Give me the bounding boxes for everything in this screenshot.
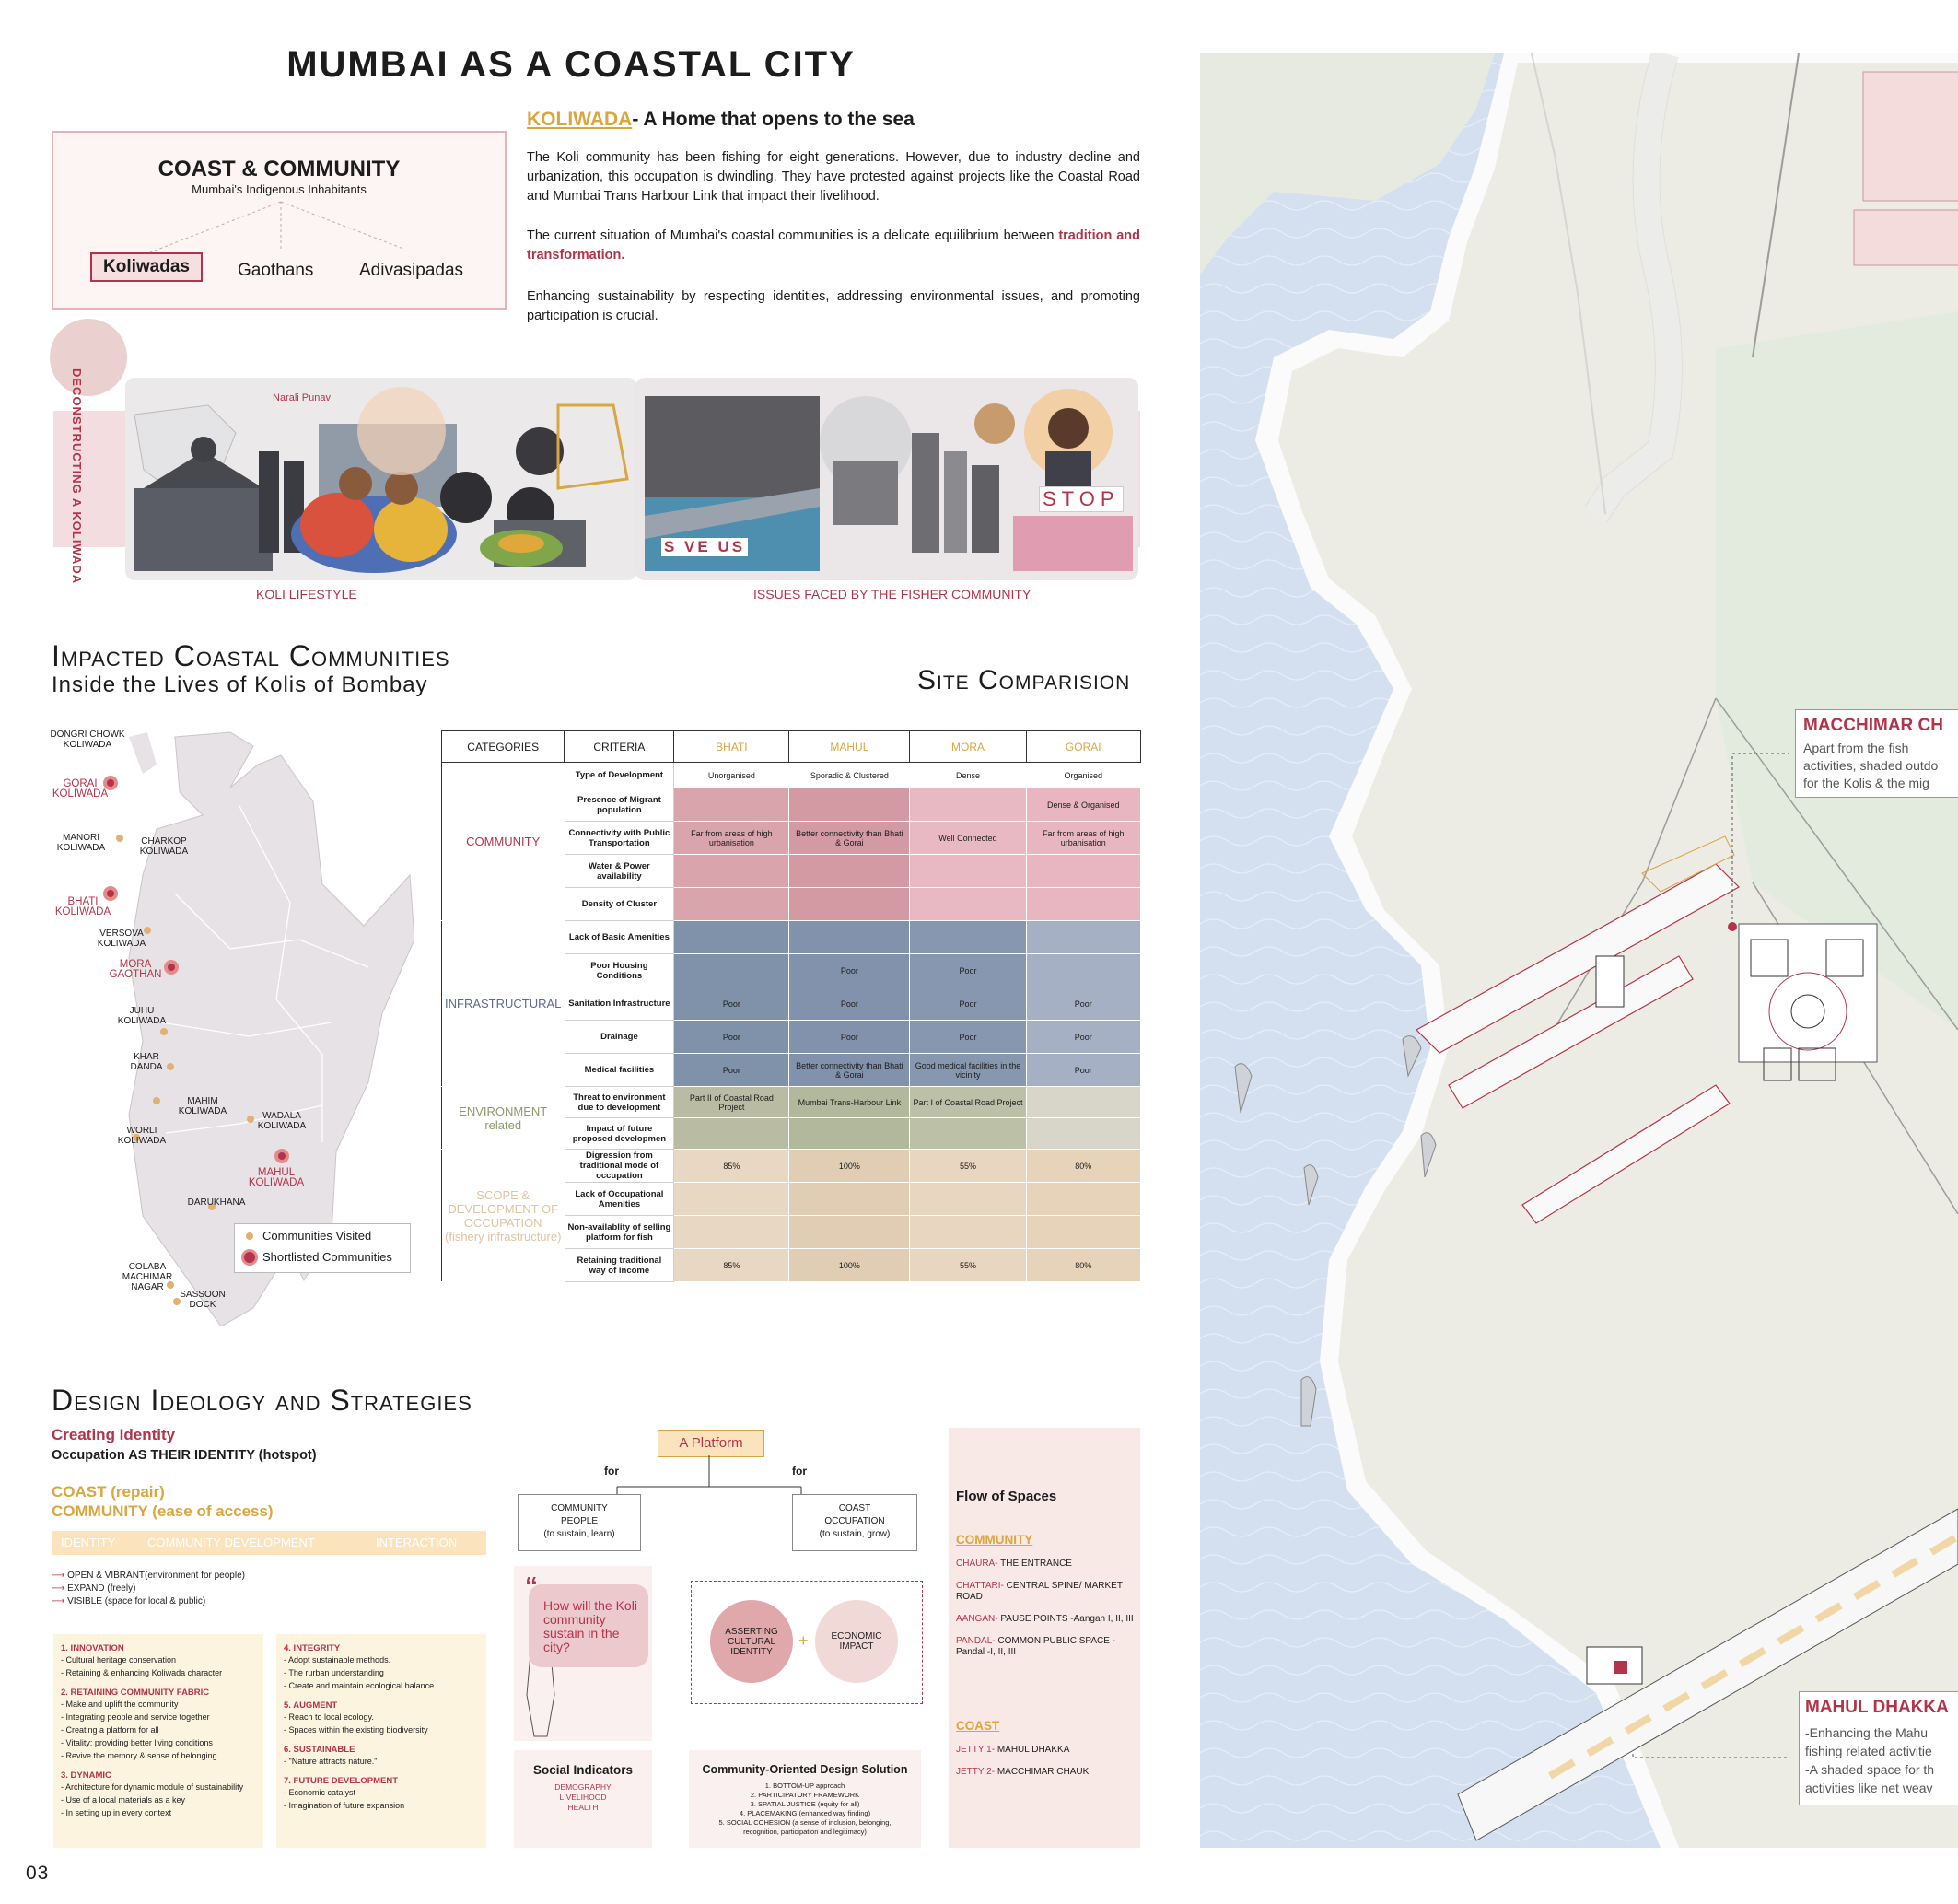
legend-visited: Communities Visited [262,1229,372,1243]
value-cell [1026,921,1140,954]
identity-impact-box [691,1581,923,1704]
value-cell: Good medical facilities in the vicinity [910,1054,1026,1087]
value-cell: Poor [789,987,910,1021]
criteria-cell: Poor Housing Conditions [565,954,674,987]
macchimar-text: Apart from the fish activities, shaded outdo for the Kolis & the mig [1803,741,1939,790]
header-categories: CATEGORIES [442,731,565,763]
value-cell: Part I of Coastal Road Project [910,1087,1026,1118]
social-indicators: Social Indicators DEMOGRAPHY LIVELIHOOD HEALTH [514,1750,652,1848]
quote-icon: “ [525,1571,538,1600]
strategy-column-1 [53,1634,263,1848]
platform-box: A Platform [658,1430,764,1457]
criteria-cell: Medical facilities [565,1054,674,1087]
caption-issues: ISSUES FACED BY THE FISHER COMMUNITY [753,587,1031,602]
value-cell [910,921,1026,954]
criteria-cell: Drainage [565,1021,674,1054]
koliwada-link[interactable]: KOLIWADA [527,109,633,130]
flow-coast-head: COAST [956,1719,1000,1733]
macchimar-title: MACCHIMAR CH [1803,716,1943,735]
criteria-cell: Presence of Migrant population [565,788,674,822]
strategy-item: - Cultural heritage conservation [61,1655,177,1665]
legend-shortlisted-dot [244,1252,255,1263]
impacted-subtitle: Inside the Lives of Kolis of Bombay [52,672,428,697]
value-cell [910,1118,1026,1150]
criteria-cell: Lack of Occupational Amenities [565,1183,674,1216]
table-row [442,1087,1141,1118]
arrow-list: ⟶ OPEN & VIBRANT(environment for people) ⟶ EXPAND (freely) ⟶ VISIBLE (space for local & public) [52,1571,245,1606]
map-label: JUHU KOLIWADA [117,1006,167,1026]
value-cell: Poor [1026,1054,1140,1087]
value-cell [1026,855,1140,888]
value-cell [910,888,1026,921]
value-cell: 80% [1026,1150,1140,1183]
value-cell: 100% [789,1249,910,1282]
value-cell: Poor [674,987,789,1021]
value-cell [674,954,789,987]
map-label: DONGRI CHOWK KOLIWADA [50,730,125,750]
flow-item: AANGAN- PAUSE POINTS -Aangan I, II, III [956,1614,1134,1624]
question-panel [514,1566,652,1741]
deconstructing-label: DECONSTRUCTING A KOLIWADA [70,368,84,585]
strategy-item: - Imagination of future expansion [284,1801,405,1810]
flow-title: Flow of Spaces [956,1489,1057,1504]
criteria-cell: Threat to environment due to development [565,1087,674,1118]
site-comparison-title: Site Comparision [917,665,1131,695]
value-cell: Poor [910,1021,1026,1054]
strategy-item: - Use of a local materials as a key [61,1795,186,1805]
macchimar-callout [1795,709,1958,798]
strategy-item: - Integrating people and service together [61,1712,210,1722]
save-us-sign: S VE US [661,538,748,556]
map-label: SASSOON DOCK [180,1290,226,1310]
criteria-cell: Impact of future proposed developmen [565,1118,674,1150]
strategy-item: - Reach to local ecology. [284,1712,374,1722]
value-cell: 55% [910,1249,1026,1282]
strategy-item: - Adopt sustainable methods. [284,1655,391,1665]
arrow-icon: ⟶ [52,1583,65,1594]
value-cell [674,1183,789,1216]
stop-sign: STOP [1039,486,1124,512]
value-cell [910,1216,1026,1249]
cultural-identity-circle: ASSERTING CULTURAL IDENTITY [710,1600,793,1683]
strategy-item: - Create and maintain ecological balance. [284,1681,437,1690]
strategy-item: - Retaining & enhancing Koliwada character [61,1668,223,1677]
value-cell: Far from areas of high urbanisation [674,822,789,855]
value-cell: Poor [789,954,910,987]
value-cell [674,1118,789,1150]
map-label: MAHIM KOLIWADA [178,1096,227,1116]
strategy-heading: 4. INTEGRITY [284,1643,341,1653]
criteria-cell: Non-availablity of selling platform for fish [565,1216,674,1249]
strategy-item: - In setting up in every context [61,1808,172,1817]
value-cell [674,855,789,888]
value-cell [789,1216,910,1249]
flow-list [956,1559,1136,1669]
map-label: DARUKHANA [187,1197,246,1208]
criteria-cell: Connectivity with Public Transportation [565,822,674,855]
koliwada-paragraph-1: The Koli community has been fishing for eight generations. However, due to industry decline and urbanization, this occupation is dwindling. They have protested against projects like the Coastal Road and Mumbai Trans Harbour Link that impact their livelihood. [527,150,1140,204]
value-cell [674,788,789,822]
map-label: MANORI KOLIWADA [56,833,106,853]
header-mahul: MAHUL [789,731,910,763]
criteria-cell: Density of Cluster [565,888,674,921]
map-label: KHAR DANDA [130,1052,163,1072]
value-cell: Mumbai Trans-Harbour Link [789,1087,910,1118]
koli-lifestyle-collage [125,378,637,580]
strategy-item: - The rurban understanding [284,1668,384,1677]
strategy-item: - Make and uplift the community [61,1700,179,1709]
value-cell [789,888,910,921]
strategy-heading: 6. SUSTAINABLE [284,1745,355,1755]
map-label: VERSOVA KOLIWADA [97,929,146,949]
value-cell: Better connectivity than Bhati & Gorai [789,1054,910,1087]
economic-impact-circle: ECONOMIC IMPACT [815,1600,898,1683]
criteria-cell: Sanitation Infrastructure [565,987,674,1021]
value-cell: Poor [910,954,1026,987]
site-plan[interactable] [1200,53,1958,1848]
decorative-circle [50,319,127,396]
map-label: WADALA KOLIWADA [257,1111,307,1131]
option-adivasipadas[interactable]: Adivasipadas [359,261,464,280]
map-legend [234,1223,411,1273]
strategy-item: - Economic catalyst [284,1788,356,1797]
value-cell: Poor [674,1054,789,1087]
issues-collage [635,378,1138,580]
value-cell [910,855,1026,888]
map-label: MORA GAOTHAN [109,959,162,980]
creating-identity: Creating Identity [52,1426,176,1443]
question-text: How will the Koli community sustain in the city? [543,1598,637,1654]
strategy-heading: 5. AUGMENT [284,1700,338,1711]
value-cell [674,1216,789,1249]
koliwada-paragraph-3: Enhancing sustainability by respecting identities, addressing environmental issues, and promoting participation is crucial. [527,289,1140,323]
occupation-identity: Occupation AS THEIR IDENTITY (hotspot) [52,1448,317,1463]
value-cell: Well Connected [910,822,1026,855]
jetty-list: JETTY 1- MAHUL DHAKKA JETTY 2- MACCHIMAR CHAUK [956,1745,1090,1777]
value-cell [1026,888,1140,921]
mahul-callout [1799,1691,1958,1805]
design-title: Design Ideology and Strategies [52,1384,472,1417]
map-label: MAHUL KOLIWADA [248,1167,305,1188]
strategy-item: - Vitality: providing better living conditions [61,1738,213,1747]
for-right: for [792,1465,807,1478]
value-cell: Poor [789,1021,910,1054]
value-cell [674,921,789,954]
coast-title: COAST & COMMUNITY [157,157,401,181]
mahul-title: MAHUL DHAKKA [1805,1698,1949,1717]
coast-community-box [52,131,507,310]
arrow-icon: ⟶ [52,1571,65,1581]
map-label: GORAI KOLIWADA [52,778,109,800]
category-cell: INFRASTRUCTURAL [442,921,565,1087]
page-number: 03 [26,1863,50,1884]
arrow-icon: ⟶ [52,1596,65,1606]
strategy-heading: 7. FUTURE DEVELOPMENT [284,1776,399,1786]
value-cell: Part II of Coastal Road Project [674,1087,789,1118]
coast-subtitle: Mumbai's Indigenous Inhabitants [192,182,367,196]
value-cell: 85% [674,1150,789,1183]
site-comparison-table [441,730,1141,1282]
value-cell: 85% [674,1249,789,1282]
narali-label: Narali Punav [273,392,331,403]
value-cell [1026,1216,1140,1249]
value-cell [1026,1183,1140,1216]
table-row [442,1150,1141,1183]
value-cell: Dense & Organised [1026,788,1140,822]
value-cell: Better connectivity than Bhati & Gorai [789,822,910,855]
map-label: CHARKOP KOLIWADA [139,836,189,857]
strategy-item: - Revive the memory & sense of belonging [61,1751,217,1760]
coast-box: COAST OCCUPATION (to sustain, grow) [792,1494,917,1551]
koliwada-heading: KOLIWADA- A Home that opens to the sea [527,109,915,130]
criteria-cell: Type of Development [565,763,674,788]
legend-visited-dot [246,1232,253,1240]
header-criteria: CRITERIA [565,731,674,763]
header-gorai: GORAI [1026,731,1140,763]
value-cell: Sporadic & Clustered [789,763,910,788]
strategy-item: - Creating a platform for all [61,1725,159,1735]
koliwada-paragraph-2: The current situation of Mumbai's coastal communities is a delicate equilibrium between tradition and transformation. [527,228,1140,263]
strategy-heading: 3. DYNAMIC [61,1770,111,1781]
value-cell [789,921,910,954]
flow-item: CHATTARI- CENTRAL SPINE/ MARKET ROAD [956,1581,1123,1602]
option-koliwadas[interactable]: Koliwadas [90,252,203,282]
strategy-item: - Spaces within the existing biodiversity [284,1725,428,1735]
community-oriented-design: Community-Oriented Design Solution 1. BOTTOM-UP approach 2. PARTICIPATORY FRAMEWORK 3. SPATIAL JUSTICE (equity for all) 4. PLACEMAKING (enhanced way finding) 5. SOCIAL COHESION (a sense of inclusion, belonging, recognition, participation and legitimacy) [689,1750,921,1848]
value-cell: 100% [789,1150,910,1183]
map-label: BHATI KOLIWADA [54,896,111,917]
value-cell: 80% [1026,1249,1140,1282]
value-cell [1026,1087,1140,1118]
value-cell [789,1183,910,1216]
caption-koli-lifestyle: KOLI LIFESTYLE [256,587,357,602]
site-plan-drawing [1200,53,1958,1848]
value-cell: Poor [910,987,1026,1021]
value-cell: 55% [910,1150,1026,1183]
strategy-heading: 1. INNOVATION [61,1643,124,1653]
value-cell: Poor [1026,1021,1140,1054]
flow-item: CHAURA- THE ENTRANCE [956,1559,1072,1569]
map-label: WORLI KOLIWADA [117,1126,167,1146]
category-cell: SCOPE & DEVELOPMENT OF OCCUPATION (fishery infrastructure) [442,1150,565,1282]
strategy-item: - Architecture for dynamic module of sustainability [61,1782,244,1792]
criteria-cell: Retaining traditional way of income [565,1249,674,1282]
header-bhati: BHATI [674,731,789,763]
flow-item: PANDAL- COMMON PUBLIC SPACE -Pandal -I, II, III [956,1636,1115,1657]
community-box: COMMUNITY PEOPLE (to sustain, learn) [518,1494,641,1551]
impacted-title: Impacted Coastal Communities [52,639,450,672]
community-access: COMMUNITY (ease of access) [52,1502,274,1520]
lifestyle-illustration [125,378,637,580]
value-cell: Poor [1026,987,1140,1021]
table-row [442,921,1141,954]
value-cell [910,1183,1026,1216]
value-cell [789,855,910,888]
value-cell [789,788,910,822]
option-gaothans[interactable]: Gaothans [238,261,314,280]
coast-repair: COAST (repair) [52,1483,165,1501]
map-label: COLABA MACHIMAR NAGAR [122,1262,173,1292]
strategy-item: - "Nature attracts nature." [284,1757,378,1766]
value-cell [1026,954,1140,987]
speech-bubble [525,1571,648,1667]
strategy-column-2 [276,1634,486,1848]
plus-icon: + [798,1631,809,1650]
criteria-cell: Lack of Basic Amenities [565,921,674,954]
category-cell: COMMUNITY [442,763,565,921]
value-cell [674,888,789,921]
value-cell [910,788,1026,822]
value-cell [789,1118,910,1150]
category-cell: ENVIRONMENT related [442,1087,565,1150]
for-left: for [604,1465,619,1478]
value-cell: Dense [910,763,1026,788]
criteria-cell: Digression from traditional mode of occupation [565,1150,674,1183]
header-mora: MORA [910,731,1026,763]
ideology-band: IDENTITY COMMUNITY DEVELOPMENT INTERACTION [52,1531,486,1555]
value-cell [1026,1118,1140,1150]
criteria-cell: Water & Power availability [565,855,674,888]
flow-of-spaces-panel [949,1428,1140,1848]
value-cell: Far from areas of high urbanisation [1026,822,1140,855]
table-row [442,763,1141,788]
value-cell: Organised [1026,763,1140,788]
page-title: MUMBAI AS A COASTAL CITY [286,44,856,85]
value-cell: Unorganised [674,763,789,788]
flow-community-head: COMMUNITY [956,1533,1033,1547]
value-cell: Poor [674,1021,789,1054]
legend-shortlisted: Shortlisted Communities [262,1250,392,1264]
mahul-text: -Enhancing the Mahu fishing related activitie -A shaded space for th activities like net weav [1805,1725,1935,1795]
strategy-heading: 2. RETAINING COMMUNITY FABRIC [61,1688,210,1698]
